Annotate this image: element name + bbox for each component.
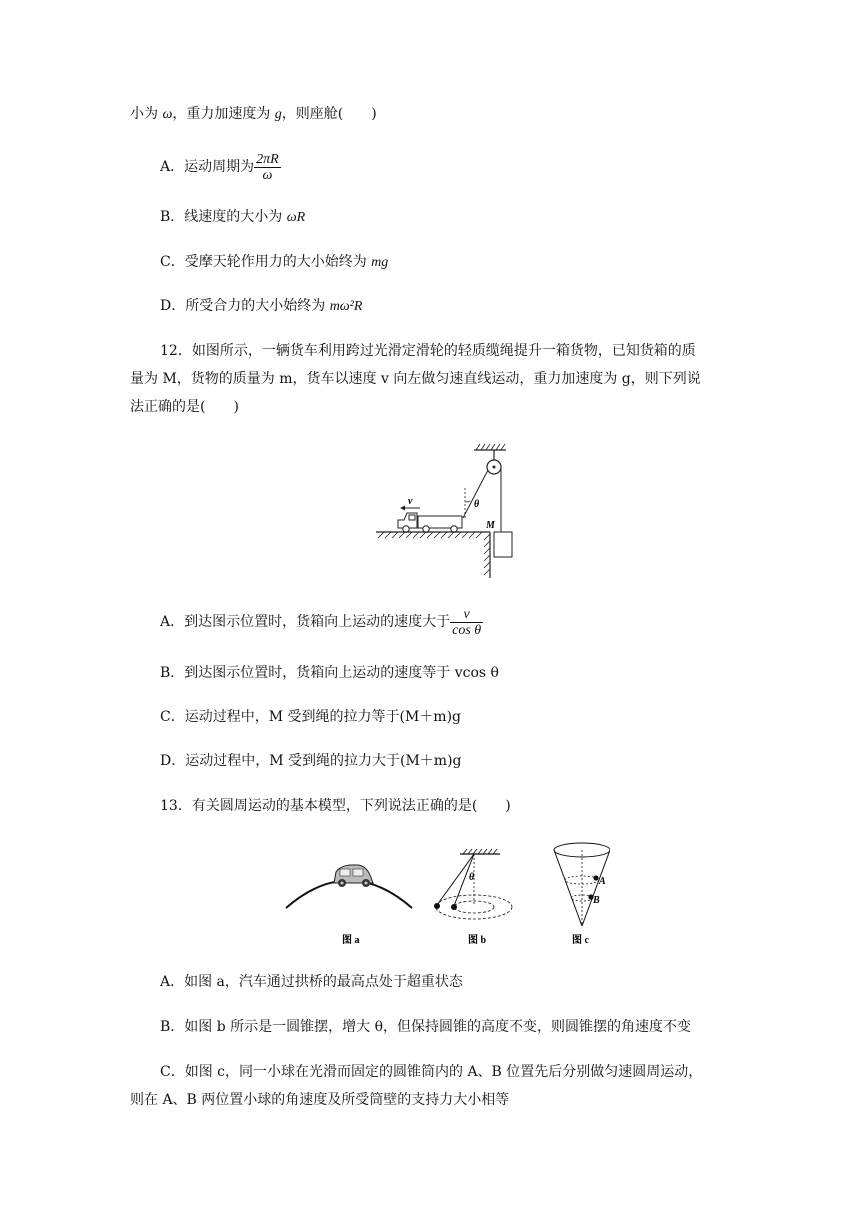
car: [334, 865, 373, 887]
q13-option-c-line-1: C．如图 c，同一小球在光滑而固定的圆锥筒内的 A、B 位置先后分别做匀速圆周运动，: [160, 1064, 703, 1080]
pulley-axle: [493, 466, 496, 469]
mass-label: M: [486, 520, 495, 531]
cone-side-right: [582, 850, 610, 926]
theta-arc: [465, 501, 470, 502]
figure-a: [286, 865, 412, 946]
q11-option-c-math: mg: [371, 255, 389, 270]
q12-truck-pulley-figure: [370, 440, 530, 580]
cone-side-left: [554, 850, 582, 926]
q13-stem: 13．有关圆周运动的基本模型，下列说法正确的是( ): [160, 798, 511, 814]
q11-option-a-fraction: [254, 152, 281, 183]
q12-option-c: C．运动过程中，M 受到绳的拉力等于(M＋m)g: [160, 709, 461, 725]
q11-option-a-numerator: 2πR: [256, 151, 279, 167]
arch-bridge: [286, 881, 412, 909]
figure-c-label-b: B: [593, 895, 600, 906]
cone-ball-a: [593, 875, 598, 880]
q12-option-a-fraction: [450, 607, 483, 638]
q11-option-d-prefix: D．所受合力的大小始终为: [160, 298, 330, 314]
q12-option-d: D．运动过程中，M 受到绳的拉力大于(M＋m)g: [160, 753, 462, 769]
q11-option-a-prefix: A．运动周期为: [160, 159, 255, 175]
q13-option-b: B．如图 b 所示是一圆锥摆，增大 θ，但保持圆锥的高度不变，则圆锥摆的角速度不变: [160, 1019, 692, 1035]
q11-option-c: [160, 252, 388, 273]
q12-option-a: [160, 604, 483, 640]
q11-g: g: [274, 107, 282, 122]
pendulum-ball-2: [451, 904, 457, 910]
q11-option-a: [160, 150, 281, 184]
q11-option-b-prefix: B．线速度的大小为: [160, 209, 287, 225]
q11-omega: ω: [162, 107, 173, 122]
figure-c: [554, 843, 610, 946]
q11-stem-text-1: 小为: [130, 106, 163, 122]
q12-option-a-numerator: v: [450, 607, 483, 623]
figure-b-caption: 图 b: [468, 935, 487, 946]
theta-label: θ: [474, 499, 480, 510]
ceiling-hatch: [476, 444, 505, 450]
velocity-arrow-head: [400, 506, 405, 511]
rope-slanted: [463, 470, 488, 518]
cliff-hatch: [484, 534, 490, 575]
truck: [398, 513, 462, 532]
cargo-box: [494, 532, 512, 557]
truck-wheel-front: [403, 526, 409, 532]
q11-stem-text-2: ，重力加速度为: [172, 106, 275, 122]
q13-option-c-line-2: 则在 A、B 两位置小球的角速度及所受筒壁的支持力大小相等: [130, 1092, 510, 1108]
q12-stem-line-2: 量为 M，货物的质量为 m，货车以速度 v 向左做匀速直线运动，重力加速度为 g，则下列说: [130, 371, 701, 387]
q11-stem-text-3: ，则座舱( ): [281, 106, 377, 122]
q12-stem-line-3: 法正确的是( ): [130, 399, 239, 415]
q11-option-a-denominator: ω: [262, 167, 273, 183]
truck-wheel-rear: [451, 526, 457, 532]
truck-wheel-middle: [423, 526, 429, 532]
q12-option-a-prefix: A．到达图示位置时，货箱向上运动的速度大于: [160, 614, 451, 630]
q12-stem-line-1: 12．如图所示，一辆货车利用跨过光滑定滑轮的轻质缆绳提升一箱货物，已知货箱的质: [160, 343, 696, 359]
figure-b: [434, 849, 512, 946]
q11-option-b: [160, 207, 305, 228]
q13-option-a: A．如图 a，汽车通过拱桥的最高点处于超重状态: [160, 974, 463, 990]
q12-option-a-denominator: cos θ: [452, 622, 482, 638]
figure-a-caption: 图 a: [342, 935, 360, 946]
figure-b-theta: θ: [469, 872, 475, 883]
q11-option-b-math: ωR: [286, 210, 306, 225]
q11-option-d-math: mω²R: [329, 299, 363, 314]
figure-c-label-a: A: [599, 876, 606, 887]
figure-c-caption: 图 c: [572, 935, 589, 946]
q11-option-c-prefix: C．受摩天轮作用力的大小始终为: [160, 254, 372, 270]
q13-figures: [280, 838, 610, 954]
q11-option-d: [160, 296, 362, 317]
q11-stem: [130, 104, 377, 125]
truck-window: [409, 515, 415, 520]
ground-hatch: [378, 532, 482, 538]
velocity-label: v: [408, 496, 413, 507]
pendulum-ball-1: [434, 903, 440, 909]
q12-option-b: B．到达图示位置时，货箱向上运动的速度等于 vcos θ: [160, 665, 499, 681]
